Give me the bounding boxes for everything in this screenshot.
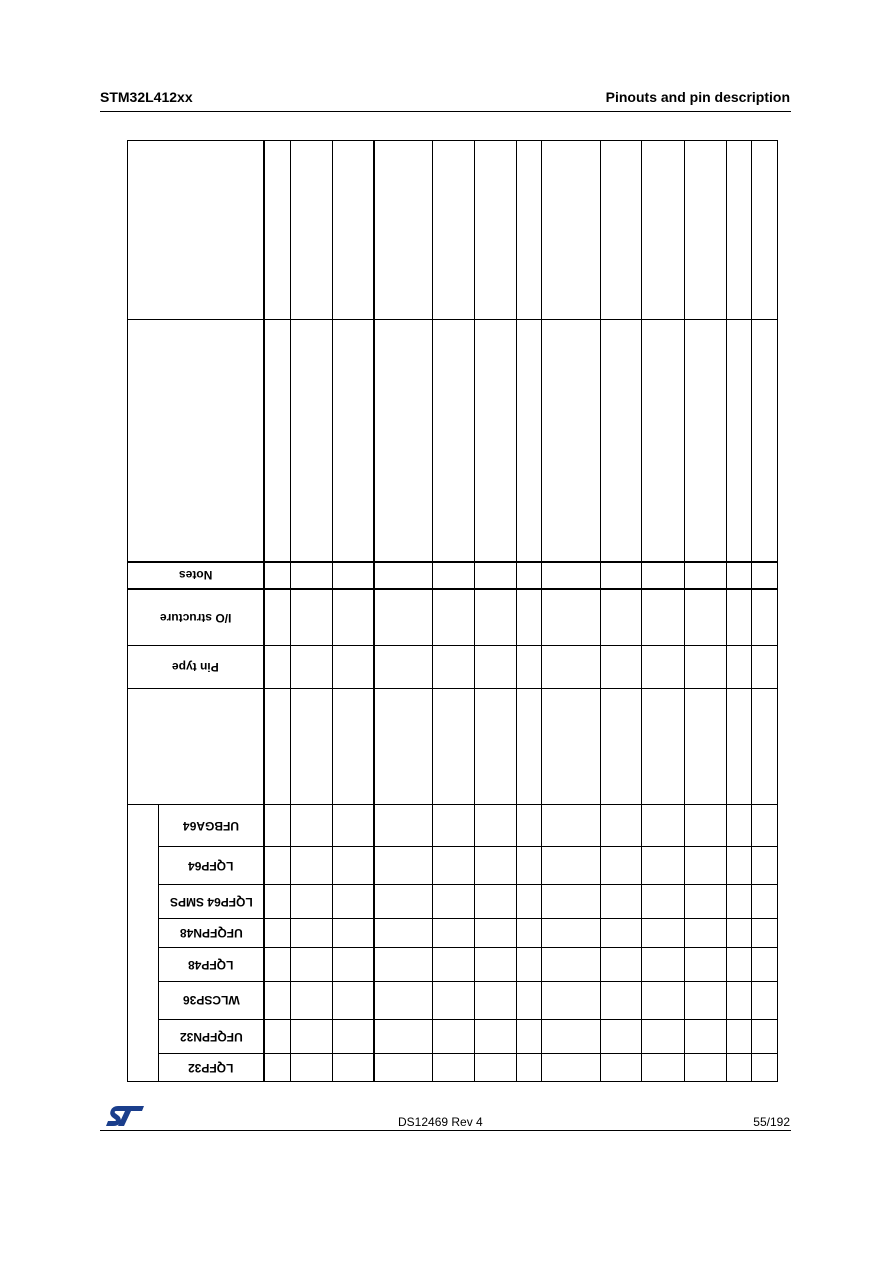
row-divider bbox=[127, 588, 778, 590]
row-label-lqfp48: LQFP48 bbox=[188, 958, 234, 972]
column-divider bbox=[373, 140, 375, 1082]
row-divider bbox=[158, 918, 778, 919]
row-divider bbox=[158, 1019, 778, 1020]
row-label-notes: Notes bbox=[178, 568, 213, 582]
row-divider bbox=[127, 688, 778, 689]
column-divider bbox=[641, 140, 642, 1082]
header-rule bbox=[100, 111, 791, 112]
row-divider bbox=[127, 804, 778, 805]
header-doc-title: STM32L412xx bbox=[100, 89, 193, 105]
row-divider bbox=[158, 884, 778, 885]
row-label-ufbga64: UFBGA64 bbox=[182, 819, 239, 833]
table-border-top bbox=[127, 140, 778, 141]
table-border-bottom bbox=[127, 1081, 778, 1082]
header-section-title: Pinouts and pin description bbox=[605, 89, 790, 105]
column-divider bbox=[474, 140, 475, 1082]
row-divider bbox=[158, 947, 778, 948]
column-divider bbox=[516, 140, 517, 1082]
column-divider bbox=[684, 140, 685, 1082]
row-label-lqfp64: LQFP64 bbox=[188, 859, 234, 873]
row-label-lqfp32: LQFP32 bbox=[188, 1061, 234, 1075]
row-divider bbox=[127, 645, 778, 646]
column-divider bbox=[726, 140, 727, 1082]
row-divider bbox=[158, 1053, 778, 1054]
column-divider bbox=[751, 140, 752, 1082]
row-label-ufqfpn48: UFQFPN48 bbox=[179, 926, 243, 940]
row-divider bbox=[158, 981, 778, 982]
row-divider bbox=[158, 846, 778, 847]
column-divider bbox=[290, 140, 291, 1082]
footer-doc-id: DS12469 Rev 4 bbox=[398, 1115, 483, 1129]
row-label-wlcsp36: WLCSP36 bbox=[182, 993, 240, 1007]
st-logo-icon bbox=[106, 1104, 148, 1133]
column-divider bbox=[541, 140, 542, 1082]
column-divider bbox=[332, 140, 333, 1082]
table-border-right bbox=[777, 140, 778, 1082]
row-label-pin-type: Pin type bbox=[172, 660, 219, 674]
row-label-lqfp64-smps: LQFP64 SMPS bbox=[169, 895, 253, 909]
footer-page-number: 55/192 bbox=[753, 1115, 790, 1129]
column-divider bbox=[432, 140, 433, 1082]
row-label-io-structure: I/O structure bbox=[159, 611, 232, 625]
column-divider bbox=[263, 140, 265, 1082]
row-label-ufqfpn32: UFQFPN32 bbox=[179, 1030, 243, 1044]
footer-rule bbox=[100, 1130, 791, 1131]
column-divider bbox=[600, 140, 601, 1082]
row-divider bbox=[127, 319, 778, 320]
row-divider bbox=[127, 561, 778, 563]
